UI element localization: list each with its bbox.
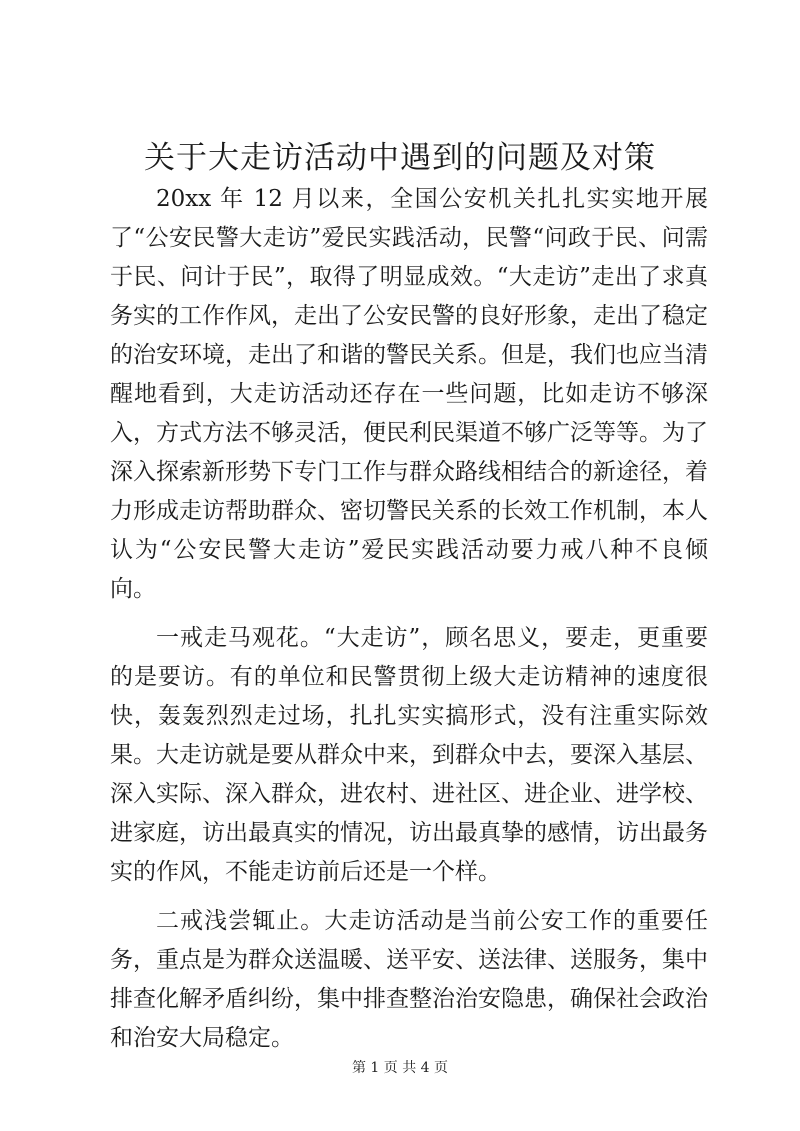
document-title: 关于大走访活动中遇到的问题及对策 [144,140,656,176]
paragraph-intro: 20xx 年 12 月以来，全国公安机关扎扎实实地开展了“公安民警大走访”爱民实践活动，民警“问政于民、问需于民、问计于民”，取得了明显成效。“大走访”走出了求真务实的工作作风，走出了公安民警的良好形象，走出了稳定的治安环境，走出了和谐的警民关系。但是，我们也应当清醒地看到，大走访活动还存在一些问题，比如走访不够深入，方式方法不够灵活，便民利民渠道不够广泛等等。为了深入探索新形势下专门工作与群众路线相结合的新途径，着力形成走访帮助群众、密切警民关系的长效工作机制，本人认为“公安民警大走访”爱民实践活动要力戒八种不良倾向。 [110,186,708,602]
paragraph-point-one: 一戒走马观花。“大走访”，顾名思义，要走，更重要的是要访。有的单位和民警贯彻上级大走访精神的速度很快，轰轰烈烈走过场，扎扎实实搞形式，没有注重实际效果。大走访就是要从群众中来，到群众中去，要深入基层、深入实际、深入群众，进农村、进社区、进企业、进学校、进家庭，访出最真实的情况，访出最真挚的感情，访出最务实的作风，不能走访前后还是一个样。 [110,625,708,885]
page-number-footer: 第 1 页 共 4 页 [351,1060,449,1076]
document-body [110,180,708,1068]
paragraph-point-two: 二戒浅尝辄止。大走访活动是当前公安工作的重要任务，重点是为群众送温暖、送平安、送法律、送服务，集中排查化解矛盾纠纷，集中排查整治治安隐患，确保社会政治和治安大局稳定。 [110,908,708,1051]
